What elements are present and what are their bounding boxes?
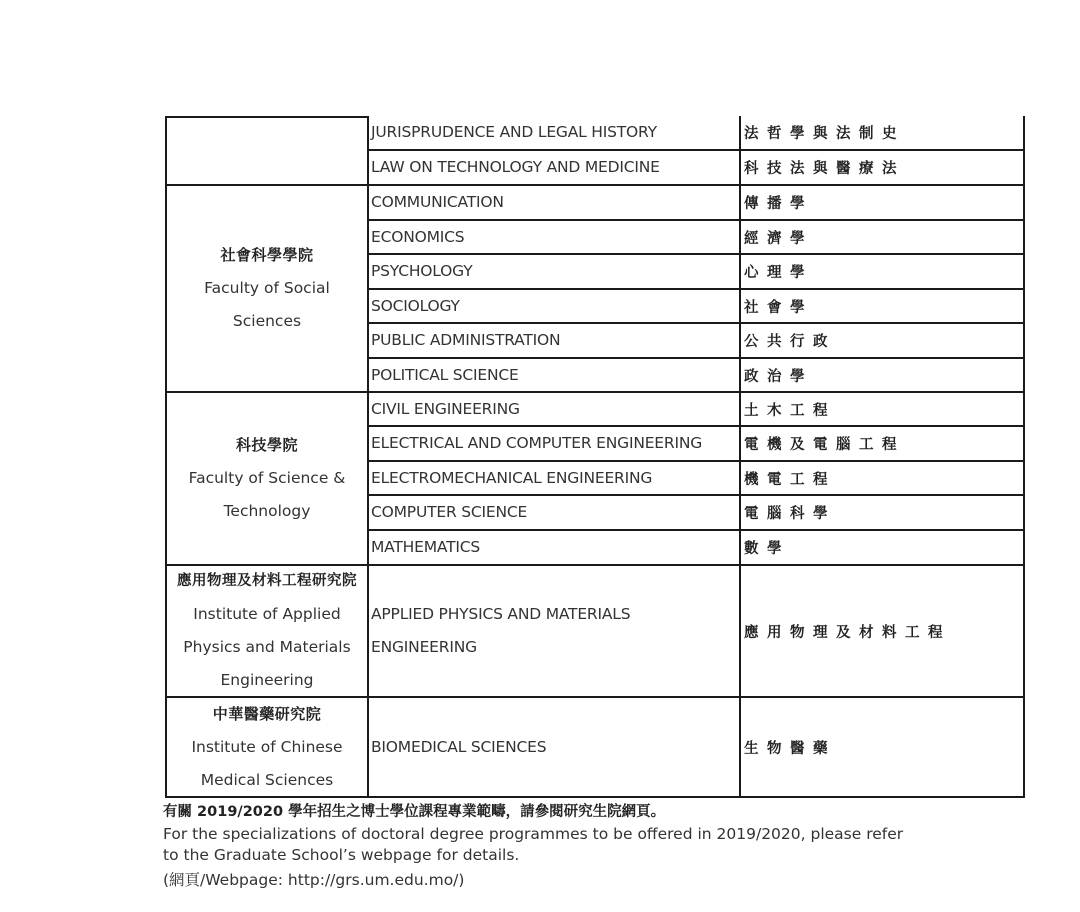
programme-en-label: COMPUTER SCIENCE [371,503,528,521]
programme-en [369,290,741,324]
programme-en [369,496,741,531]
programme-en-label: SOCIOLOGY [371,296,460,315]
programme-en [369,566,741,698]
programme-zh: 電機及電腦工程 [741,427,1025,462]
programme-zh: 法哲學與法制史 [741,116,1025,151]
programme-zh: 傳播學 [741,186,1025,221]
programme-zh: 政治學 [741,359,1025,393]
programme-en-label: CIVIL ENGINEERING [371,399,520,418]
faculty-cell-law-continued [165,116,369,186]
programme-en [369,255,741,290]
faculty-name-en-line2: Medical Sciences [200,770,334,789]
programme-en [369,698,741,798]
programme-zh: 經濟學 [741,221,1025,255]
faculty-name-en-line3: Engineering [220,671,314,689]
faculty-cell-chinese-medical-sciences [165,698,369,798]
faculty-name-zh: 應用物理及材料工程研究院 [177,573,357,589]
programme-zh: 生物醫藥 [741,698,1025,798]
programme-en [369,324,741,359]
programme-en-label: PUBLIC ADMINISTRATION [371,331,561,349]
footnotes [163,800,963,892]
programme-en-label-line1: APPLIED PHYSICS AND MATERIALS [371,605,631,623]
programme-en [369,151,741,186]
programme-en-label: POLITICAL SCIENCE [371,365,519,384]
programme-en-label-line2: ENGINEERING [371,638,477,656]
faculty-name-en-line1: Faculty of Social [204,279,330,297]
programme-zh: 數學 [741,531,1025,566]
programme-zh: 科技法與醫療法 [741,151,1025,186]
programme-zh: 土木工程 [741,393,1025,427]
programme-en [369,531,741,566]
programme-zh: 公共行政 [741,324,1025,359]
faculty-name-en-line2: Physics and Materials [183,638,351,656]
faculty-name-en-line1: Institute of Chinese [191,737,343,756]
faculty-name-en-line1: Institute of Applied [193,605,341,623]
programme-en-label: BIOMEDICAL SCIENCES [371,737,547,756]
programme-en-label: MATHEMATICS [371,538,480,556]
programme-zh: 應用物理及材料工程 [741,566,1025,698]
programme-en [369,359,741,393]
programme-zh: 心理學 [741,255,1025,290]
programme-zh: 社會學 [741,290,1025,324]
programme-en-label: ELECTROMECHANICAL ENGINEERING [371,468,653,487]
programme-en-label: ECONOMICS [371,227,465,246]
webpage-link[interactable]: (網頁/Webpage: http://grs.um.edu.mo/) [163,871,465,889]
faculty-name-en-line1: Faculty of Science & [188,469,346,487]
note-english-line1: For the specializations of doctoral degree programmes to be offered in 2019/2020, please refer [163,825,904,843]
programme-en [369,186,741,221]
programme-en [369,427,741,462]
faculty-name-en-line2: Technology [223,502,311,520]
faculty-name-zh: 中華醫藥研究院 [212,704,322,723]
faculty-cell-applied-physics [165,566,369,698]
programme-zh: 機電工程 [741,462,1025,496]
faculty-cell-social-sciences [165,186,369,393]
faculty-name-zh: 社會科學學院 [220,246,314,264]
programme-en-label: JURISPRUDENCE AND LEGAL HISTORY [371,123,657,141]
note-chinese: 有關 2019/2020 學年招生之博士學位課程專業範疇，請參閱研究生院網頁。 [163,804,666,820]
programme-en [369,116,741,151]
faculty-name-en-line2: Sciences [232,312,302,330]
programme-en-label: COMMUNICATION [371,193,504,211]
programme-en-label: ELECTRICAL AND COMPUTER ENGINEERING [371,434,703,452]
faculty-cell-science-technology [165,393,369,566]
programme-en-label: PSYCHOLOGY [371,262,473,280]
programme-zh: 電腦科學 [741,496,1025,531]
programme-en [369,221,741,255]
programme-en [369,393,741,427]
faculty-name-zh: 科技學院 [235,436,298,454]
programme-en [369,462,741,496]
programme-en-label: LAW ON TECHNOLOGY AND MEDICINE [371,158,660,176]
note-english-line2: to the Graduate School’s webpage for details. [163,846,520,864]
